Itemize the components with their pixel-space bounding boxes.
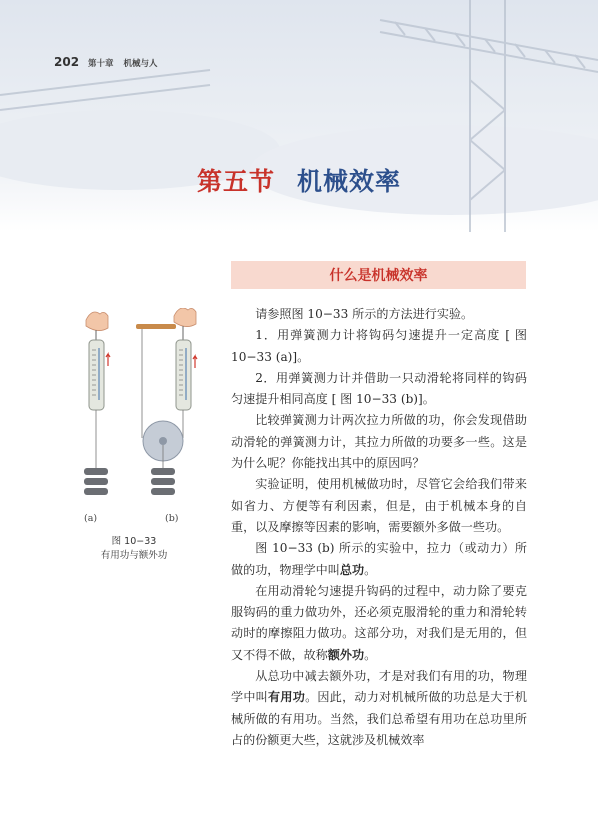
chapter-number: 第十章	[88, 59, 114, 69]
paragraph: 请参照图 10−33 所示的方法进行实验。	[255, 307, 474, 321]
subheading: 什么是机械效率	[329, 268, 428, 284]
spring-scale-illustration	[72, 308, 202, 518]
weights-a	[84, 468, 108, 495]
paragraph-total-work	[231, 538, 527, 581]
paragraph-text: 图 10−33 (b) 所示的实验中，拉力（或动力）所做的功，物理学中叫	[231, 541, 527, 577]
figure-caption	[72, 535, 196, 563]
chapter-label	[88, 57, 168, 69]
section-heading	[0, 162, 598, 198]
figure-label-a: (a)	[84, 513, 98, 524]
paragraph: 实验证明，使用机械做功时，尽管它会给我们带来如省力、方便等有利因素，但是，由于机械本身的自重，以及摩擦等因素的影响，需要额外多做一些功。	[231, 477, 527, 534]
figure-10-33	[72, 308, 202, 568]
chapter-title: 机械与人	[123, 59, 158, 69]
figure-caption-text: 有用功与额外功	[100, 550, 168, 561]
hand-b	[174, 308, 196, 327]
paragraph-extra-work	[231, 581, 527, 666]
paragraph-text: 。	[364, 562, 377, 577]
term-total-work: 总功	[339, 562, 365, 577]
figure-caption-number: 图 10−33	[111, 536, 157, 547]
paragraph: 比较弹簧测力计两次拉力所做的功，你会发现借助动滑轮的弹簧测力计，其拉力所做的功要多一些。这是为什么呢？你能找出其中的原因吗？	[231, 413, 527, 471]
paragraph-text: 在用动滑轮匀速提升钩码的过程中，动力除了要克服钩码的重力做功外，还必须克服滑轮的重力和滑轮转动时的摩擦阻力做功。这部分功，对我们是无用的，但又不得不做，故称	[231, 583, 527, 662]
term-useful-work: 有用功	[268, 690, 306, 705]
term-extra-work: 额外功	[327, 647, 365, 662]
paragraph: 2．用弹簧测力计并借助一只动滑轮将同样的钩码匀速提升相同高度 [ 图 10−33 (b)]。	[231, 370, 527, 407]
figure-label-b: (b)	[165, 513, 179, 524]
paragraph-useful-work	[231, 666, 527, 751]
paragraph-text: 。	[364, 647, 377, 662]
paragraph: 1．用弹簧测力计将钩码匀速提升一定高度 [ 图 10−33 (a)]。	[231, 328, 527, 364]
paragraph-text: 。因此，动力对机械所做的功总是大于机械所做的有用功。当然，我们总希望有用功在总功里所占的份额更大些，这就涉及机械效率	[231, 690, 527, 747]
paragraph-text: 从总功中减去额外功，才是对我们有用的功，物理学中叫	[231, 669, 527, 705]
section-number: 第五节	[196, 167, 275, 196]
page-number: 202	[54, 55, 80, 69]
hand-a	[86, 312, 108, 331]
body-text	[231, 304, 527, 751]
weights-b	[151, 468, 175, 495]
section-title: 机械效率	[297, 167, 402, 196]
